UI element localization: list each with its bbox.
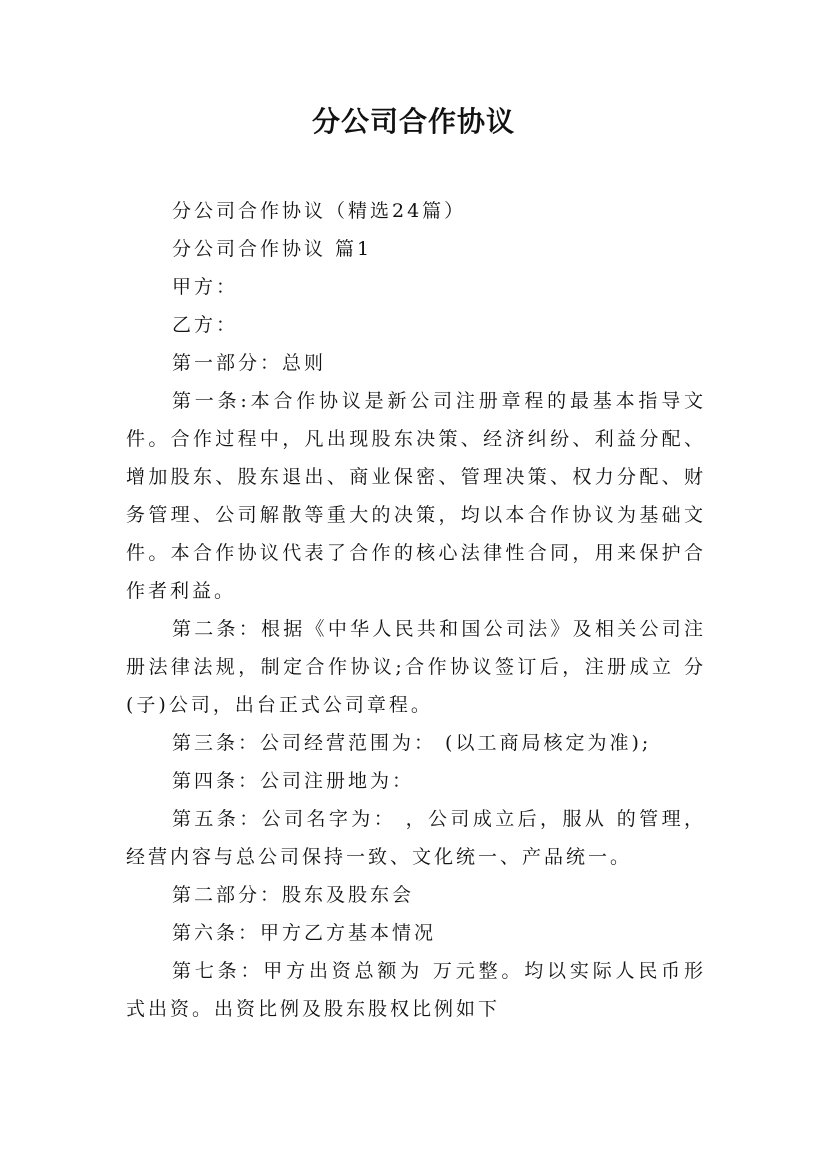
clause-1: 第一条:本合作协议是新公司注册章程的最基本指导文件。合作过程中，凡出现股东决策、经济纠纷、利益分配、增加股东、股东退出、商业保密、管理决策、权力分配、财务管理、公司解散等重大的决策，均以本合作协议为基础文件。本合作协议代表了合作的核心法律性合同，用来保护合作者利益。 bbox=[126, 390, 706, 602]
clause-3: 第三条：公司经营范围为： (以工商局核定为准); bbox=[172, 732, 652, 754]
clause-5: 第五条：公司名字为： ，公司成立后，服从 的管理，经营内容与总公司保持一致、文化统一、产品统一。 bbox=[126, 808, 706, 868]
section-heading-shareholders: 第二部分：股东及股东会 bbox=[172, 884, 415, 906]
paragraph-subtitle: 分公司合作协议（精选24篇） bbox=[172, 200, 467, 222]
document-body bbox=[126, 192, 706, 1028]
clause-6: 第六条：甲方乙方基本情况 bbox=[172, 922, 437, 944]
clause-7: 第七条：甲方出资总额为 万元整。均以实际人民币形式出资。出资比例及股东股权比例如下 bbox=[126, 960, 706, 1020]
paragraph-article-heading: 分公司合作协议 篇1 bbox=[172, 238, 373, 260]
clause-2: 第二条：根据《中华人民共和国公司法》及相关公司注册法律法规，制定合作协议;合作协议签订后，注册成立 分(子)公司，出台正式公司章程。 bbox=[126, 618, 706, 716]
paragraph-party-b: 乙方： bbox=[172, 314, 239, 336]
paragraph-party-a: 甲方： bbox=[172, 276, 239, 298]
document-title: 分公司合作协议 bbox=[311, 105, 515, 138]
clause-4: 第四条：公司注册地为： bbox=[172, 770, 415, 792]
section-heading-general: 第一部分：总则 bbox=[172, 352, 327, 374]
